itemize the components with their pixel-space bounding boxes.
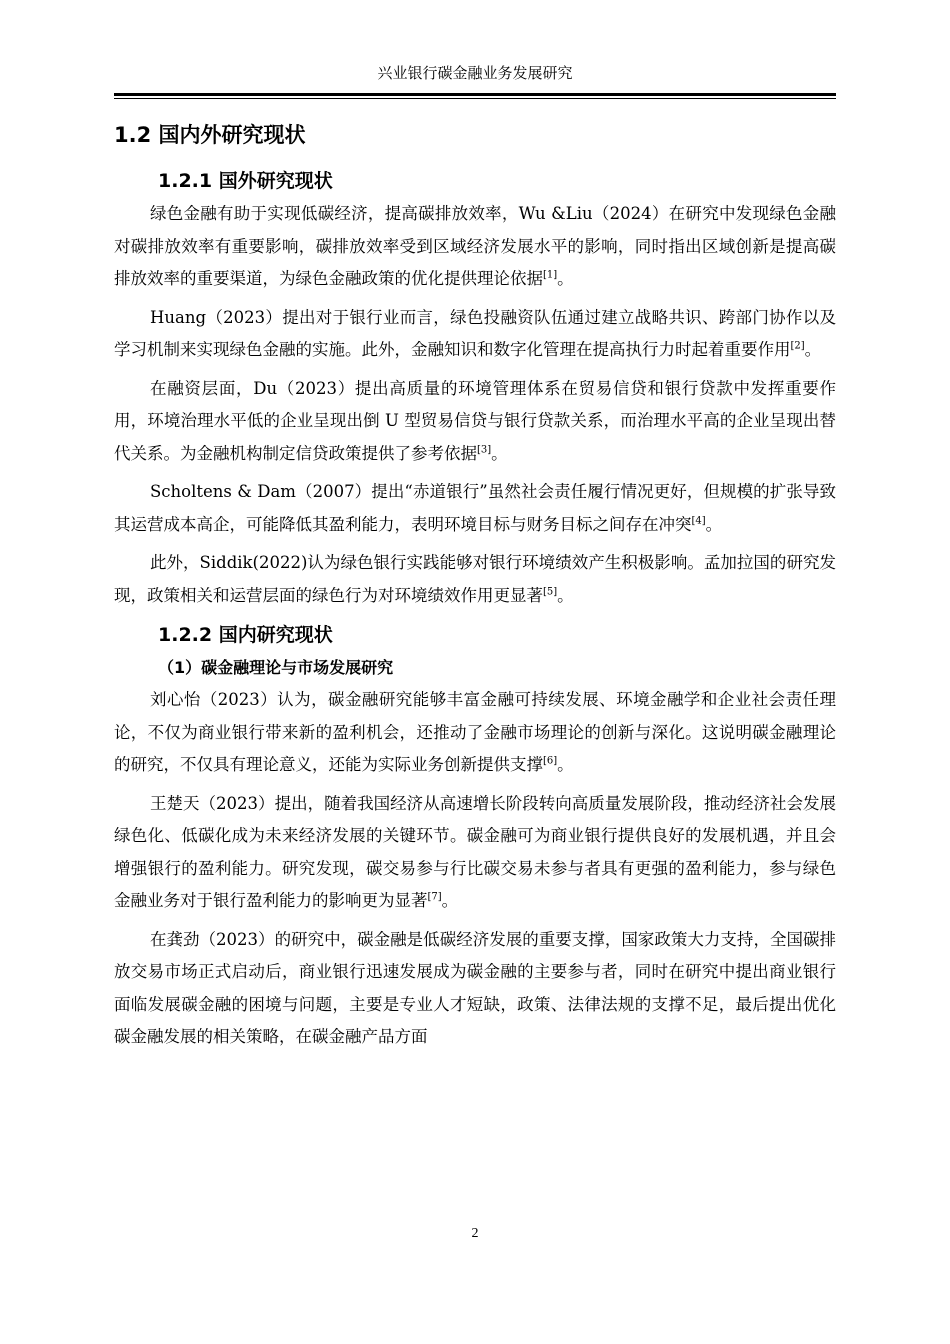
paragraph: 在龚劲（2023）的研究中，碳金融是低碳经济发展的重要支撑，国家政策大力支持，全国碳排放交易市场正式启动后，商业银行迅速发展成为碳金融的主要参与者，同时在研究中提出商业银行面临发展碳金融的困境与问题，主要是专业人才短缺，政策、法律法规的支撑不足，最后提出优化碳金融发展的相关策略，在碳金融产品方面 xyxy=(114,929,836,1046)
subsection-heading-domestic: 1.2.2 国内研究现状 xyxy=(158,624,333,646)
running-header: 兴业银行碳金融业务发展研究 xyxy=(377,64,573,82)
paragraph: 绿色金融有助于实现低碳经济，提高碳排放效率，Wu &Liu（2024）在研究中发现绿色金融对碳排放效率有重要影响，碳排放效率受到区域经济发展水平的影响，同时指出区域创新是提高碳排放效率的重要渠道，为绿色金融政策的优化提供理论依据[1]。 xyxy=(114,204,836,288)
page-number: 2 xyxy=(471,1226,479,1241)
body-content xyxy=(114,110,836,1060)
citation-ref: [3] xyxy=(477,444,492,455)
citation-ref: [4] xyxy=(691,515,706,526)
paragraph: 在融资层面，Du（2023）提出高质量的环境管理体系在贸易信贷和银行贷款中发挥重要作用，环境治理水平低的企业呈现出倒 U 型贸易信贷与银行贷款关系，而治理水平高的企业呈现出替代关系。为金融机构制定信贷政策提供了参考依据[3]。 xyxy=(114,378,836,463)
section-heading: 1.2 国内外研究现状 xyxy=(114,123,306,147)
paragraph: 刘心怡（2023）认为，碳金融研究能够丰富金融可持续发展、环境金融学和企业社会责任理论，不仅为商业银行带来新的盈利机会，还推动了金融市场理论的创新与深化。这说明碳金融理论的研究，不仅具有理论意义，还能为实际业务创新提供支撑[6]。 xyxy=(114,690,836,774)
paragraph: 此外，Siddik(2022)认为绿色银行实践能够对银行环境绩效产生积极影响。孟加拉国的研究发现，政策相关和运营层面的绿色行为对环境绩效作用更显著[5]。 xyxy=(114,553,836,605)
header-rule-thin xyxy=(114,98,836,99)
paragraph: Scholtens & Dam（2007）提出“赤道银行”虽然社会责任履行情况更好，但规模的扩张导致其运营成本高企，可能降低其盈利能力，表明环境目标与财务目标之间存在冲突[4]。 xyxy=(114,482,836,534)
paragraph: Huang（2023）提出对于银行业而言，绿色投融资队伍通过建立战略共识、跨部门协作以及学习机制来实现绿色金融的实施。此外，金融知识和数字化管理在提高执行力时起着重要作用[2]。 xyxy=(114,307,836,359)
subsubsection-heading: （1）碳金融理论与市场发展研究 xyxy=(158,658,394,677)
subsection-heading-foreign: 1.2.1 国外研究现状 xyxy=(158,170,333,192)
citation-ref: [6] xyxy=(543,755,558,767)
citation-ref: [7] xyxy=(427,891,442,903)
header-rule-thick xyxy=(114,93,836,96)
citation-ref: [2] xyxy=(790,340,805,352)
paragraph: 王楚天（2023）提出，随着我国经济从高速增长阶段转向高质量发展阶段，推动经济社会发展绿色化、低碳化成为未来经济发展的关键环节。碳金融可为商业银行提供良好的发展机遇，并且会增强银行的盈利能力。研究发现，碳交易参与行比碳交易未参与者具有更强的盈利能力，参与绿色金融业务对于银行盈利能力的影响更为显著[7]。 xyxy=(114,793,836,910)
citation-ref: [1] xyxy=(543,269,558,281)
citation-ref: [5] xyxy=(543,586,558,597)
